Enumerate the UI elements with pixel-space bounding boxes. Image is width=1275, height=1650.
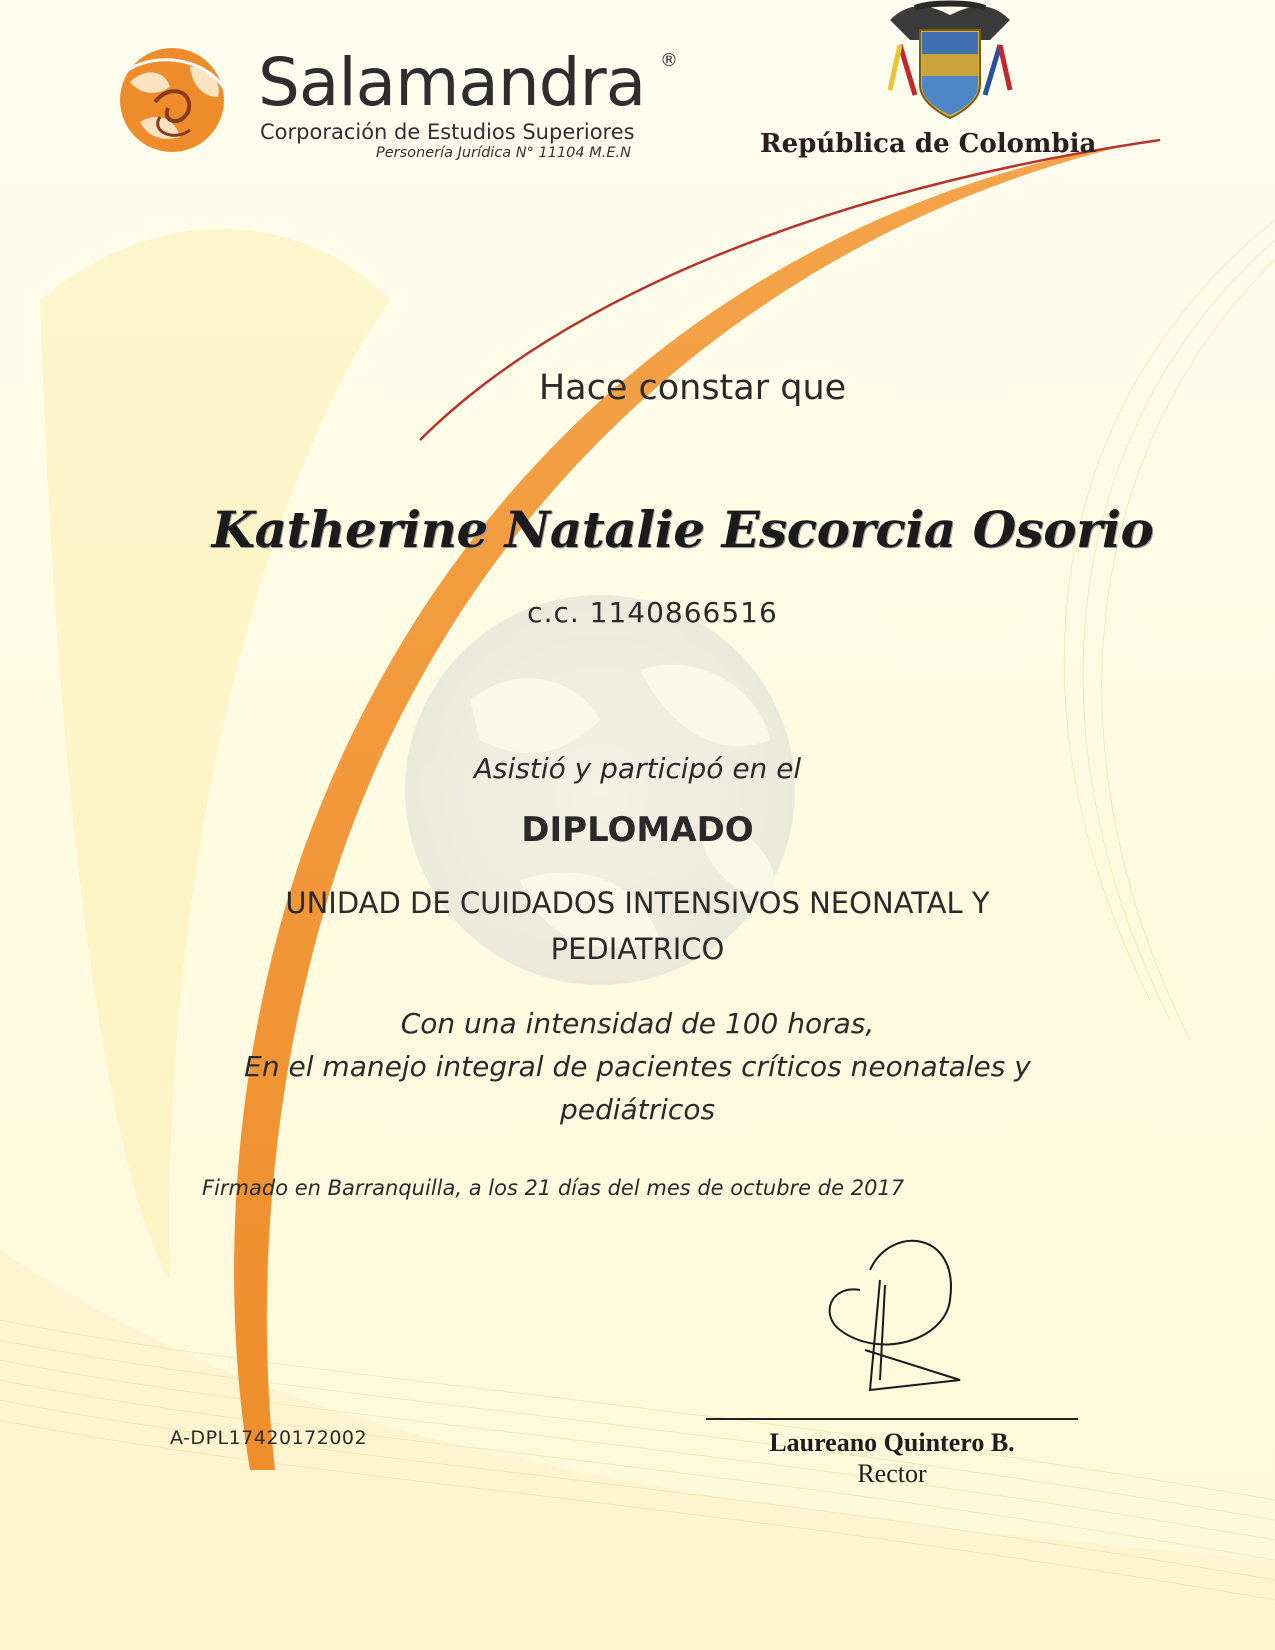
institution-legal-status: Personería Jurídica N° 11104 M.E.N [376,145,631,161]
intensity-line: En el manejo integral de pacientes críticos neonatales y [244,1050,1031,1083]
intensity-line: pediátricos [559,1093,716,1126]
signing-place-date: Firmado en Barranquilla, a los 21 días del mes de octubre de 2017 [202,1176,905,1200]
program-name-line: UNIDAD DE CUIDADOS INTENSIVOS NEONATAL Y [285,886,990,920]
country-name: República de Colombia [760,129,1097,159]
signatory-name: Laureano Quintero B. [769,1428,1015,1457]
attest-text: Hace constar que [538,368,847,408]
program-type: DIPLOMADO [521,810,754,850]
institution-name: Salamandra [258,44,646,121]
program-name [0,880,1275,972]
handwritten-signature [810,1230,970,1410]
recipient-name: Katherine Natalie Escorcia Osorio [211,500,1154,559]
registered-mark: ® [660,50,678,71]
signature-line [706,1418,1078,1420]
recipient-id-number: c.c. 1140866516 [527,596,778,629]
institution-logo [100,42,700,162]
globe-logo-icon [100,42,250,152]
coat-of-arms-icon [880,0,1020,125]
institution-subtitle: Corporación de Estudios Superiores [260,120,635,144]
intensity-line: Con una intensidad de 100 horas, [400,1007,875,1040]
intensity-description [0,1002,1275,1131]
signatory-title: Rector [857,1459,927,1488]
attendance-text: Asistió y participó en el [473,752,802,785]
program-name-line: PEDIATRICO [550,932,725,966]
certificate-code: A-DPL17420172002 [170,1427,368,1449]
